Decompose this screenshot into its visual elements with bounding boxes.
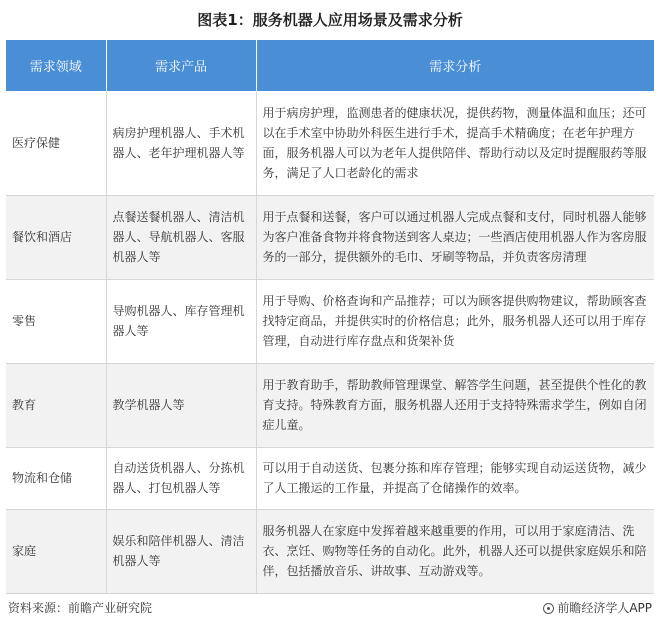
table-row bbox=[6, 447, 654, 509]
header-products: 需求产品 bbox=[106, 40, 256, 91]
brand-name: 前瞻经济学人APP bbox=[557, 601, 652, 615]
cell-analysis: 用于点餐和送餐，客户可以通过机器人完成点餐和支付，同时机器人能够为客户准备食物并将食物送到客人桌边；一些酒店使用机器人作为客房服务的一部分，提供额外的毛巾、牙刷等物品，并负责客房清理 bbox=[256, 195, 654, 279]
app-logo-icon bbox=[543, 603, 554, 614]
cell-domain: 餐饮和酒店 bbox=[6, 195, 106, 279]
cell-analysis: 用于教育助手，帮助教师管理课堂、解答学生问题，甚至提供个性化的教育支持。特殊教育方面，服务机器人还用于支持特殊需求学生，例如自闭症儿童。 bbox=[256, 363, 654, 447]
table-header-row bbox=[6, 40, 654, 91]
cell-analysis: 用于病房护理，监测患者的健康状况，提供药物，测量体温和血压；还可以在手术室中协助外科医生进行手术，提高手术精确度；在老年护理方面，服务机器人可以为老年人提供陪伴、帮助行动以及定时提醒服药等服务，满足了人口老龄化的需求 bbox=[256, 91, 654, 195]
table-row bbox=[6, 509, 654, 593]
cell-products: 导购机器人、库存管理机器人等 bbox=[106, 279, 256, 363]
table-container bbox=[6, 40, 654, 594]
brand-credit bbox=[543, 598, 652, 618]
page-title: 图表1：服务机器人应用场景及需求分析 bbox=[197, 11, 463, 29]
cell-domain: 教育 bbox=[6, 363, 106, 447]
header-analysis: 需求分析 bbox=[256, 40, 654, 91]
cell-domain: 医疗保健 bbox=[6, 91, 106, 195]
cell-analysis: 服务机器人在家庭中发挥着越来越重要的作用，可以用于家庭清洁、洗衣、烹饪、购物等任务的自动化。此外，机器人还可以提供家庭娱乐和陪伴，包括播放音乐、讲故事、互动游戏等。 bbox=[256, 509, 654, 593]
cell-domain: 物流和仓储 bbox=[6, 447, 106, 509]
table-row bbox=[6, 195, 654, 279]
header-domain: 需求领域 bbox=[6, 40, 106, 91]
source-note: 资料来源：前瞻产业研究院 bbox=[8, 601, 153, 615]
cell-domain: 零售 bbox=[6, 279, 106, 363]
cell-products: 自动送货机器人、分拣机器人、打包机器人等 bbox=[106, 447, 256, 509]
demand-table bbox=[6, 40, 654, 594]
table-row bbox=[6, 279, 654, 363]
cell-products: 点餐送餐机器人、清洁机器人、导航机器人、客服机器人等 bbox=[106, 195, 256, 279]
cell-analysis: 用于导购、价格查询和产品推荐；可以为顾客提供购物建议，帮助顾客查找特定商品，并提供实时的价格信息；此外，服务机器人还可以用于库存管理，自动进行库存盘点和货架补货 bbox=[256, 279, 654, 363]
cell-products: 病房护理机器人、手术机器人、老年护理机器人等 bbox=[106, 91, 256, 195]
cell-products: 教学机器人等 bbox=[106, 363, 256, 447]
table-row bbox=[6, 91, 654, 195]
table-row bbox=[6, 363, 654, 447]
cell-products: 娱乐和陪伴机器人、清洁机器人等 bbox=[106, 509, 256, 593]
cell-analysis: 可以用于自动送货、包裹分拣和库存管理；能够实现自动运送货物，减少了人工搬运的工作量，并提高了仓储操作的效率。 bbox=[256, 447, 654, 509]
cell-domain: 家庭 bbox=[6, 509, 106, 593]
